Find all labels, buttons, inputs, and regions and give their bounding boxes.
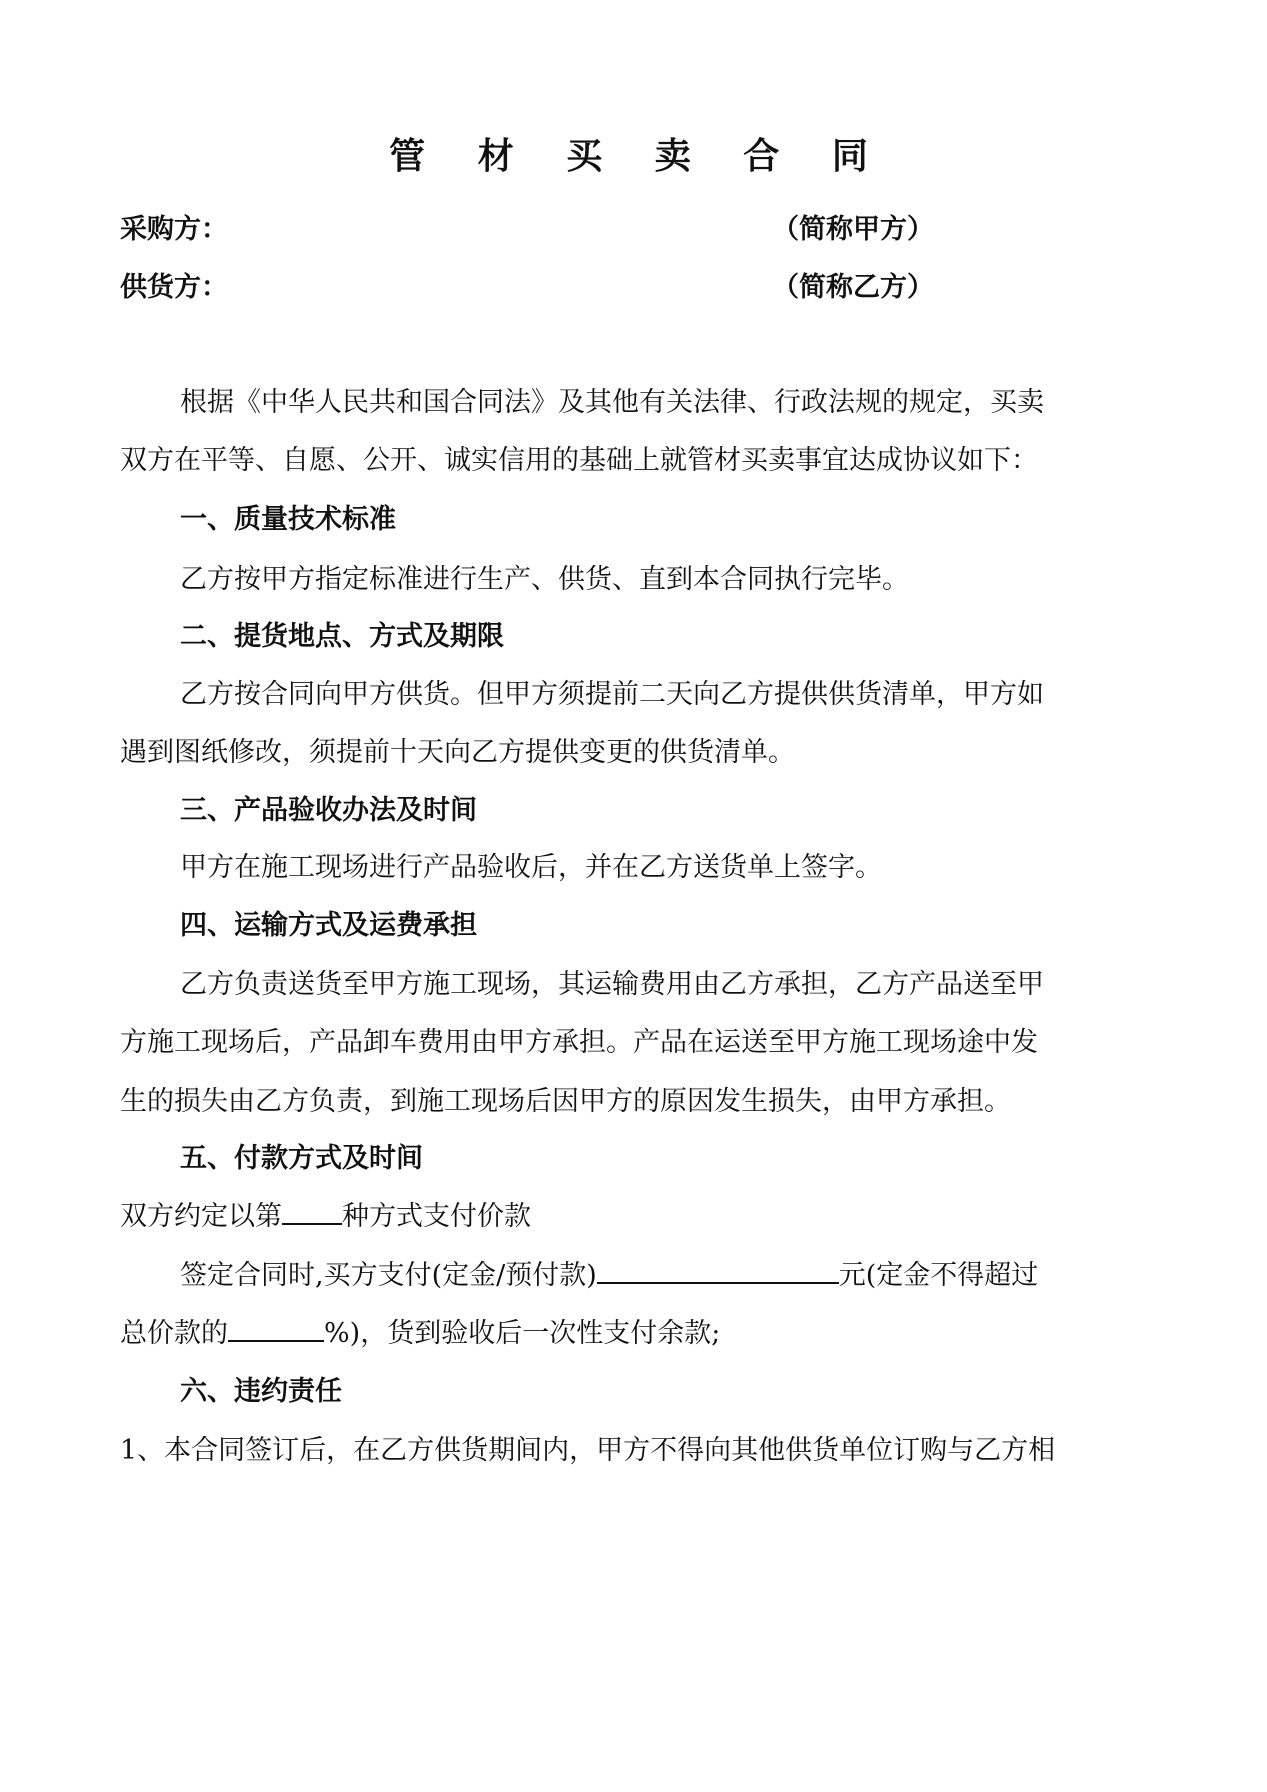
payment-method-suffix: 种方式支付价款 — [342, 1201, 531, 1232]
section-4-text-2: 方施工现场后，产品卸车费用由甲方承担。产品在运送至甲方施工现场途中发 — [120, 1027, 1038, 1058]
section-4-text-1: 乙方负责送货至甲方施工现场，其运输费用由乙方承担，乙方产品送至甲 — [180, 969, 1044, 1000]
payment-method-prefix: 双方约定以第 — [120, 1201, 282, 1232]
document-title: 管 材 买 卖 合 同 — [389, 136, 888, 177]
section-2-text-1: 乙方按合同向甲方供货。但甲方须提前二天向乙方提供供货清单，甲方如 — [180, 679, 1044, 710]
deposit-percent-prefix: 总价款的 — [120, 1318, 228, 1349]
seller-alias: （简称乙方） — [772, 272, 934, 303]
deposit-line — [180, 1253, 1038, 1292]
deposit-percent-blank[interactable] — [228, 1314, 324, 1342]
deposit-amount-blank[interactable] — [597, 1256, 839, 1284]
section-6-heading: 六、违约责任 — [180, 1376, 342, 1407]
deposit-percent-line — [120, 1311, 720, 1350]
intro-line-1: 根据《中华人民共和国合同法》及其他有关法律、行政法规的规定，买卖 — [180, 387, 1044, 418]
buyer-alias: （简称甲方） — [772, 214, 934, 245]
buyer-label: 采购方： — [120, 214, 228, 245]
section-4-text-3: 生的损失由乙方负责，到施工现场后因甲方的原因发生损失，由甲方承担。 — [120, 1086, 1011, 1117]
deposit-prefix: 签定合同时,买方支付(定金/预付款) — [180, 1260, 597, 1291]
section-3-text: 甲方在施工现场进行产品验收后，并在乙方送货单上签字。 — [180, 852, 882, 883]
deposit-percent-suffix: %)，货到验收后一次性支付余款; — [324, 1318, 721, 1349]
payment-method-blank[interactable] — [282, 1197, 342, 1225]
section-1-heading: 一、质量技术标准 — [180, 504, 396, 535]
deposit-suffix: 元(定金不得超过 — [838, 1260, 1039, 1291]
intro-line-2: 双方在平等、自愿、公开、诚实信用的基础上就管材买卖事宜达成协议如下： — [120, 445, 1038, 476]
section-2-text-2: 遇到图纸修改，须提前十天向乙方提供变更的供货清单。 — [120, 737, 795, 768]
payment-method-line — [120, 1194, 531, 1233]
section-1-text: 乙方按甲方指定标准进行生产、供货、直到本合同执行完毕。 — [180, 564, 909, 595]
section-6-text-1: 1、本合同签订后，在乙方供货期间内，甲方不得向其他供货单位订购与乙方相 — [120, 1435, 1056, 1466]
section-3-heading: 三、产品验收办法及时间 — [180, 795, 477, 826]
seller-label: 供货方： — [120, 272, 228, 303]
section-2-heading: 二、提货地点、方式及期限 — [180, 621, 504, 652]
section-5-heading: 五、付款方式及时间 — [180, 1143, 423, 1174]
section-4-heading: 四、运输方式及运费承担 — [180, 910, 477, 941]
